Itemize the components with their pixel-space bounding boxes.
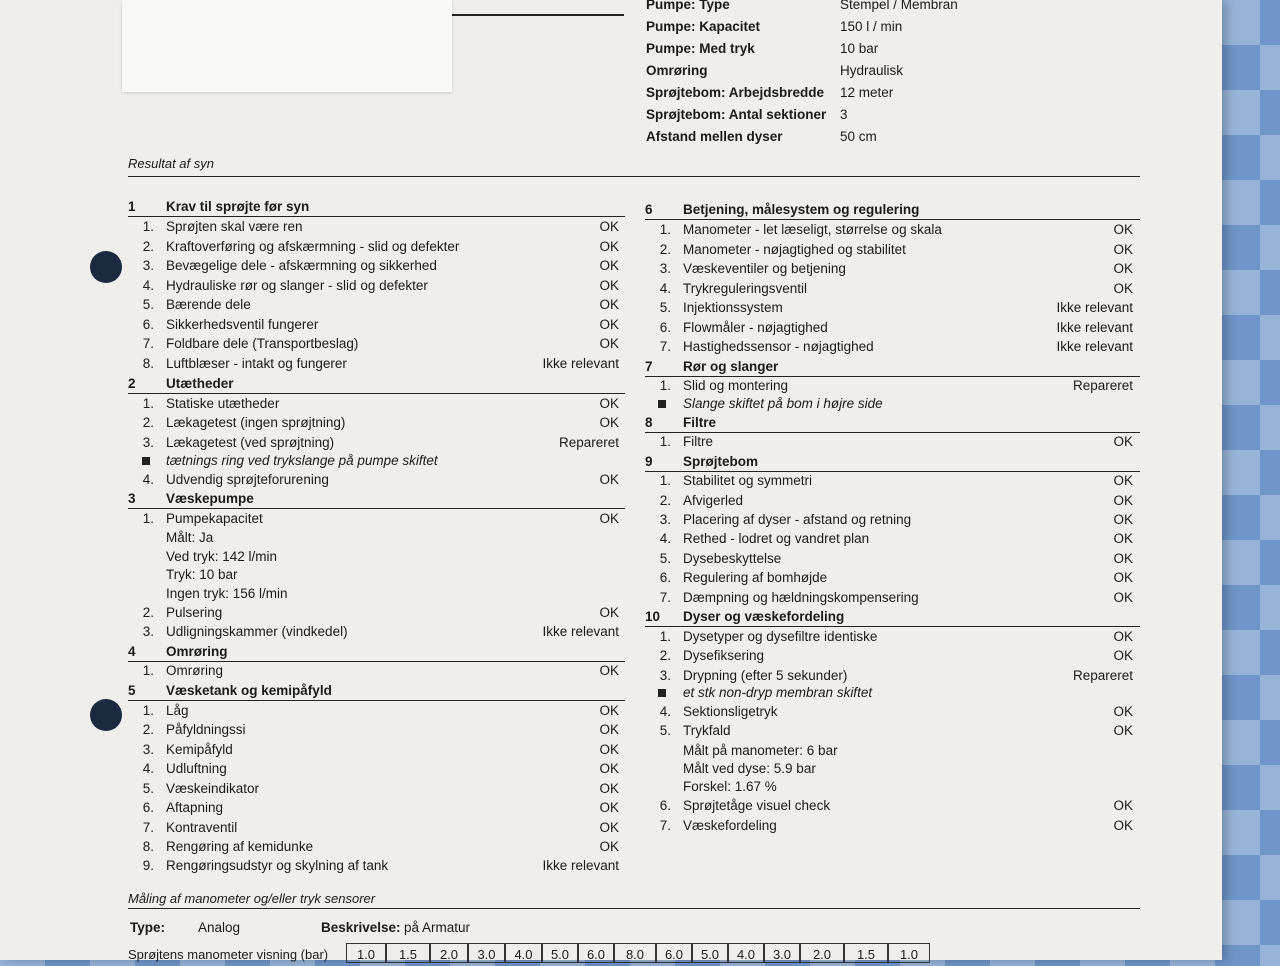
bottom-title: Måling af manometer og/eller tryk sensorer [128,891,376,906]
section-title: Rør og slanger [683,359,779,374]
item-text: Hastighedssensor - nøjagtighed [683,339,874,354]
item-number: 6. [659,798,671,813]
item-number: 2. [142,605,154,620]
item-number: 3. [142,258,154,273]
item-text: Aftapning [166,800,224,815]
item-number: 3. [659,512,671,527]
punch-hole [90,251,122,283]
item-text: Væskeindikator [166,781,260,796]
item-text: Trykfald [683,723,731,738]
item-text: Udvendig sprøjteforurening [166,472,329,487]
item-number: 5. [142,297,154,312]
item-status: OK [599,297,619,312]
item-text: Låg [166,703,189,718]
item-status: Ikke relevant [1056,300,1133,315]
item-text: Sektionsligetryk [683,704,778,719]
item-status: Repareret [1072,668,1133,683]
item-number: 7. [659,590,671,605]
item-number: 6. [142,317,154,332]
spec-label: Omrøring [646,63,708,78]
spec-label: Sprøjtebom: Antal sektioner [646,107,827,122]
item-status: OK [599,511,619,526]
item-text: Statiske utætheder [166,396,280,411]
item-number: 1. [142,219,154,234]
section-rule [128,508,625,509]
section-title: Filtre [683,415,717,430]
item-text: Væskeventiler og betjening [683,261,846,276]
item-text: Pumpekapacitet [166,511,263,526]
item-text: Kraftoverføring og afskærmning - slid og defekter [166,239,460,254]
item-number: 5. [142,781,154,796]
section-title: Sprøjtebom [683,454,759,469]
item-text: Dysebeskyttelse [683,551,782,566]
item-status: Ikke relevant [542,356,619,371]
item-text: Sikkerhedsventil fungerer [166,317,319,332]
item-number: 7. [142,820,154,835]
section-rule [645,432,1140,433]
item-number: 7. [659,818,671,833]
item-text: Udligningskammer (vindkedel) [166,624,348,639]
manometer-value-cell: 1.5 [844,943,888,963]
item-status: OK [1113,242,1133,257]
item-status: OK [599,278,619,293]
spec-value: 10 bar [840,41,879,56]
item-text: Bærende dele [166,297,251,312]
manometer-value-cell: 3.0 [764,943,800,963]
item-number: 9. [142,858,154,873]
manometer-value-cell: 4.0 [728,943,764,963]
manometer-value-cell: 2.0 [800,943,844,963]
item-number: 2. [659,648,671,663]
item-number: 1. [142,396,154,411]
section-number: 8 [645,415,653,430]
item-number: 4. [659,281,671,296]
section-title: Omrøring [166,644,228,659]
note-bullet [658,400,666,408]
item-status: OK [1113,222,1133,237]
manometer-value-cell: 5.0 [692,943,728,963]
item-status: OK [599,472,619,487]
item-note: Slange skiftet på bom i højre side [683,396,883,411]
item-text: Sprøjten skal være ren [166,219,303,234]
note-bullet [658,689,666,697]
item-text: Dysetyper og dysefiltre identiske [683,629,878,644]
manometer-value-cell: 2.0 [430,943,468,963]
item-text: Rethed - lodret og vandret plan [683,531,870,546]
item-text: Kontraventil [166,820,238,835]
item-text: Sprøjtetåge visuel check [683,798,831,813]
item-text: Slid og montering [683,378,789,393]
item-number: 8. [142,839,154,854]
section-number: 2 [128,376,136,391]
item-number: 8. [142,356,154,371]
item-text: Hydrauliske rør og slanger - slid og defekter [166,278,428,293]
item-text: Regulering af bomhøjde [683,570,828,585]
item-detail: Tryk: 10 bar [166,567,238,582]
punch-hole [90,699,122,731]
item-number: 3. [659,668,671,683]
item-status: OK [1113,570,1133,585]
result-rule [128,176,1140,177]
item-text: Luftblæser - intakt og fungerer [166,356,347,371]
section-number: 9 [645,454,653,469]
item-text: Dæmpning og hældningskompensering [683,590,919,605]
item-number: 1. [659,434,671,449]
section-rule [128,700,625,701]
section-number: 4 [128,644,136,659]
spec-value: Stempel / Membran [840,0,958,12]
item-number: 1. [659,378,671,393]
manometer-value-cell: 3.0 [468,943,505,963]
item-number: 2. [142,415,154,430]
section-number: 7 [645,359,653,374]
item-detail: Ingen tryk: 156 l/min [166,586,288,601]
spec-value: 12 meter [840,85,894,100]
manometer-value-cell: 1.5 [386,943,430,963]
item-number: 5. [659,723,671,738]
spec-label: Pumpe: Med tryk [646,41,755,56]
item-number: 1. [659,222,671,237]
section-title: Krav til sprøjte før syn [166,199,310,214]
item-status: OK [599,336,619,351]
item-text: Pulsering [166,605,223,620]
item-text: Placering af dyser - afstand og retning [683,512,912,527]
section-number: 3 [128,491,136,506]
item-status: OK [1113,493,1133,508]
item-number: 6. [659,320,671,335]
item-number: 1. [142,703,154,718]
spec-value: 150 l / min [840,19,903,34]
item-number: 1. [659,473,671,488]
top-rule [452,14,624,16]
item-status: Repareret [1072,378,1133,393]
section-title: Dyser og væskefordeling [683,609,845,624]
item-detail: Målt på manometer: 6 bar [683,743,838,758]
item-status: OK [599,742,619,757]
item-status: OK [599,415,619,430]
item-status: OK [1113,704,1133,719]
item-status: Ikke relevant [542,858,619,873]
item-status: OK [1113,818,1133,833]
spec-value: 50 cm [840,129,877,144]
item-number: 1. [659,629,671,644]
section-number: 6 [645,202,653,217]
item-status: OK [1113,590,1133,605]
item-number: 1. [142,511,154,526]
manometer-value-cell: 6.0 [656,943,692,963]
item-number: 4. [142,472,154,487]
item-number: 4. [142,761,154,776]
item-status: OK [599,605,619,620]
section-number: 10 [645,609,661,624]
manometer-row-label: Sprøjtens manometer visning (bar) [128,947,329,962]
spec-label: Sprøjtebom: Arbejdsbredde [646,85,825,100]
item-status: OK [1113,531,1133,546]
item-detail: Ved tryk: 142 l/min [166,549,278,564]
item-status: Ikke relevant [1056,339,1133,354]
item-number: 4. [142,278,154,293]
item-status: OK [1113,723,1133,738]
item-text: Lækagetest (ingen sprøjtning) [166,415,346,430]
note-bullet [142,457,150,465]
section-rule [645,626,1140,627]
item-status: OK [1113,434,1133,449]
item-number: 6. [142,800,154,815]
section-rule [128,393,625,394]
item-text: Manometer - nøjagtighed og stabilitet [683,242,906,257]
section-number: 5 [128,683,136,698]
item-status: OK [1113,261,1133,276]
item-text: Udluftning [166,761,227,776]
section-title: Væskepumpe [166,491,254,506]
item-text: Påfyldningssi [166,722,246,737]
item-status: OK [599,722,619,737]
item-status: OK [599,317,619,332]
desc-value: på Armatur [404,920,471,935]
item-status: OK [1113,512,1133,527]
item-text: Rengøringsudstyr og skylning af tank [166,858,389,873]
manometer-value-cell: 1.0 [346,943,386,963]
manometer-value-cell: 4.0 [505,943,542,963]
section-rule [128,661,625,662]
item-text: Flowmåler - nøjagtighed [683,320,828,335]
section-rule [128,216,625,217]
item-status: Ikke relevant [542,624,619,639]
item-detail: Forskel: 1.67 % [683,779,777,794]
item-text: Omrøring [166,663,223,678]
item-status: OK [599,839,619,854]
item-text: Lækagetest (ved sprøjtning) [166,435,335,450]
item-number: 2. [659,242,671,257]
spec-label: Pumpe: Type [646,0,730,12]
item-status: OK [599,219,619,234]
bottom-rule [128,908,1140,909]
item-status: OK [1113,551,1133,566]
section-rule [645,471,1140,472]
item-status: OK [1113,798,1133,813]
item-text: Rengøring af kemidunke [166,839,314,854]
item-status: OK [1113,473,1133,488]
section-number: 1 [128,199,136,214]
spec-label: Pumpe: Kapacitet [646,19,761,34]
item-number: 1. [142,663,154,678]
spec-value: Hydraulisk [840,63,904,78]
item-text: Injektionssystem [683,300,783,315]
item-detail: Målt ved dyse: 5.9 bar [683,761,816,776]
item-number: 3. [142,435,154,450]
redacted-block [122,0,452,92]
item-status: OK [1113,648,1133,663]
item-status: OK [599,800,619,815]
item-text: Manometer - let læseligt, størrelse og skala [683,222,942,237]
item-status: OK [599,396,619,411]
item-number: 5. [659,551,671,566]
item-status: OK [599,820,619,835]
type-label: Type: [130,920,166,935]
item-status: OK [599,258,619,273]
spec-value: 3 [840,107,848,122]
section-title: Betjening, målesystem og regulering [683,202,920,217]
item-text: Stabilitet og symmetri [683,473,813,488]
item-note: tætnings ring ved trykslange på pumpe skiftet [166,453,438,468]
manometer-value-cell: 5.0 [542,943,578,963]
item-number: 4. [659,531,671,546]
item-number: 5. [659,300,671,315]
item-text: Bevægelige dele - afskærmning og sikkerhed [166,258,437,273]
item-number: 7. [659,339,671,354]
item-note: et stk non-dryp membran skiftet [683,685,873,700]
item-text: Drypning (efter 5 sekunder) [683,668,848,683]
type-value: Analog [198,920,241,935]
item-text: Trykreguleringsventil [683,281,808,296]
item-text: Foldbare dele (Transportbeslag) [166,336,359,351]
item-status: OK [599,703,619,718]
item-status: OK [1113,281,1133,296]
section-title: Utætheder [166,376,234,391]
item-number: 2. [142,722,154,737]
item-number: 4. [659,704,671,719]
item-detail: Målt: Ja [166,530,214,545]
item-status: OK [599,663,619,678]
spec-label: Afstand mellen dyser [646,129,783,144]
item-status: Ikke relevant [1056,320,1133,335]
item-text: Filtre [683,434,713,449]
manometer-value-cell: 1.0 [888,943,930,963]
item-text: Kemipåfyld [166,742,233,757]
item-text: Afvigerled [683,493,744,508]
manometer-value-cell: 6.0 [578,943,614,963]
desc-label: Beskrivelse: [321,920,401,935]
item-status: OK [599,239,619,254]
item-status: OK [1113,629,1133,644]
item-number: 3. [142,742,154,757]
item-number: 7. [142,336,154,351]
item-status: Repareret [558,435,619,450]
item-number: 2. [142,239,154,254]
section-title: Væsketank og kemipåfyld [166,683,332,698]
item-status: OK [599,781,619,796]
item-text: Væskefordeling [683,818,777,833]
result-title: Resultat af syn [128,156,214,171]
item-status: OK [599,761,619,776]
manometer-value-cell: 8.0 [614,943,656,963]
item-text: Dysefiksering [683,648,765,663]
item-number: 2. [659,493,671,508]
item-number: 3. [659,261,671,276]
section-rule [645,219,1140,220]
section-rule [645,376,1140,377]
item-number: 3. [142,624,154,639]
item-number: 6. [659,570,671,585]
